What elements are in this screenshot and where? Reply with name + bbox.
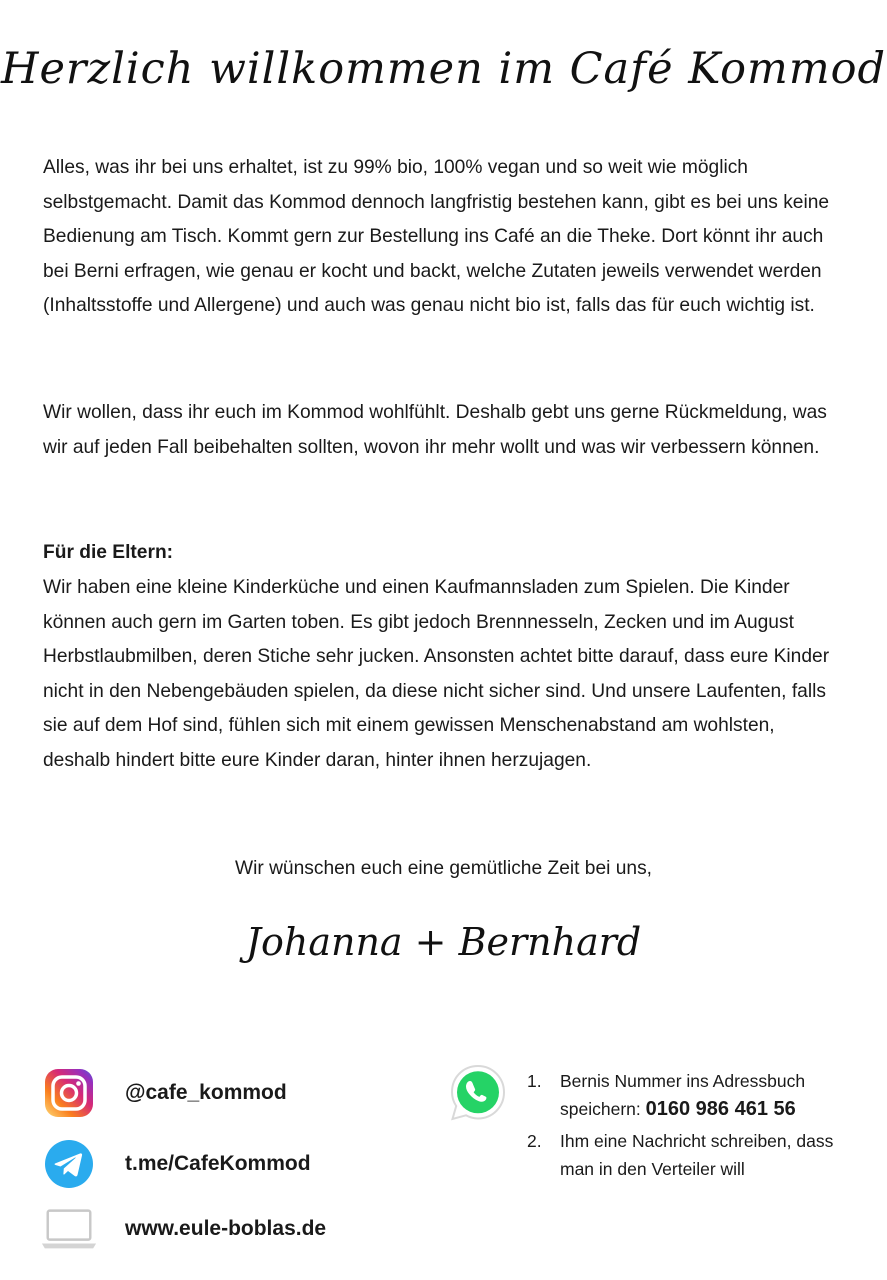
instagram-icon: [40, 1064, 98, 1122]
step-instruction: Bernis Nummer ins Adressbuch speichern:: [560, 1071, 806, 1119]
phone-number[interactable]: 0160 986 461 56: [645, 1098, 796, 1120]
whatsapp-step: [527, 1067, 867, 1123]
step-text: [560, 1067, 867, 1123]
whatsapp-steps: [527, 1067, 867, 1187]
page-title: Herzlich willkommen im Café Kommod: [0, 44, 887, 94]
parents-paragraph: Wir haben eine kleine Kinderküche und einen Kaufmannsladen zum Spielen. Die Kinder können auch gern im Garten toben. Es gibt jedoch Brennnesseln, Zecken und im August Herbstlaubmilben, deren Stiche sehr jucken. Ansonsten achtet bitte darauf, dass eure Kinder nicht in den Nebengebäuden spielen, da diese nicht sicher sind. Und unsere Laufenten, falls sie auf dem Hof sind, fühlen sich mit einem gewissen Menschenabstand am wohlsten, deshalb hindert bitte eure Kinder daran, hinter ihnen herzujagen.: [43, 577, 830, 771]
parents-heading: Für die Eltern:: [43, 542, 174, 563]
instagram-handle[interactable]: @cafe_kommod: [125, 1081, 287, 1104]
telegram-link[interactable]: t.me/CafeKommod: [125, 1152, 311, 1175]
whatsapp-step: [527, 1127, 867, 1183]
feedback-paragraph: Wir wollen, dass ihr euch im Kommod wohlfühlt. Deshalb gebt uns gerne Rückmeldung, was wir auf jeden Fall beibehalten sollten, wovon ihr mehr wollt und was wir verbessern können.: [43, 402, 827, 458]
telegram-contact[interactable]: [40, 1135, 311, 1193]
instagram-contact[interactable]: [40, 1064, 287, 1122]
intro-paragraph: Alles, was ihr bei uns erhaltet, ist zu 99% bio, 100% vegan und so weit wie möglich selbstgemacht. Damit das Kommod dennoch langfristig bestehen kann, gibt es bei uns keine Bedienung am Tisch. Kommt gern zur Bestellung ins Café an die Theke. Dort könnt ihr auch bei Berni erfragen, wie genau er kocht und backt, welche Zutaten jeweils verwendet werden (Inhaltsstoffe und Allergene) und auch was genau nicht bio ist, falls das für euch wichtig ist.: [43, 157, 830, 316]
laptop-icon: [40, 1200, 98, 1258]
closing-line: Wir wünschen euch eine gemütliche Zeit bei uns,: [234, 858, 652, 879]
website-link[interactable]: www.eule-boblas.de: [125, 1217, 327, 1240]
signature: Johanna + Bernhard: [245, 920, 642, 964]
step-number: 2.: [527, 1131, 542, 1151]
website-contact[interactable]: [40, 1200, 326, 1258]
whatsapp-icon: [447, 1062, 509, 1124]
step-number: 1.: [527, 1071, 542, 1091]
telegram-icon: [40, 1135, 98, 1193]
step-instruction: Ihm eine Nachricht schreiben, dass man in den Verteiler will: [560, 1131, 834, 1179]
